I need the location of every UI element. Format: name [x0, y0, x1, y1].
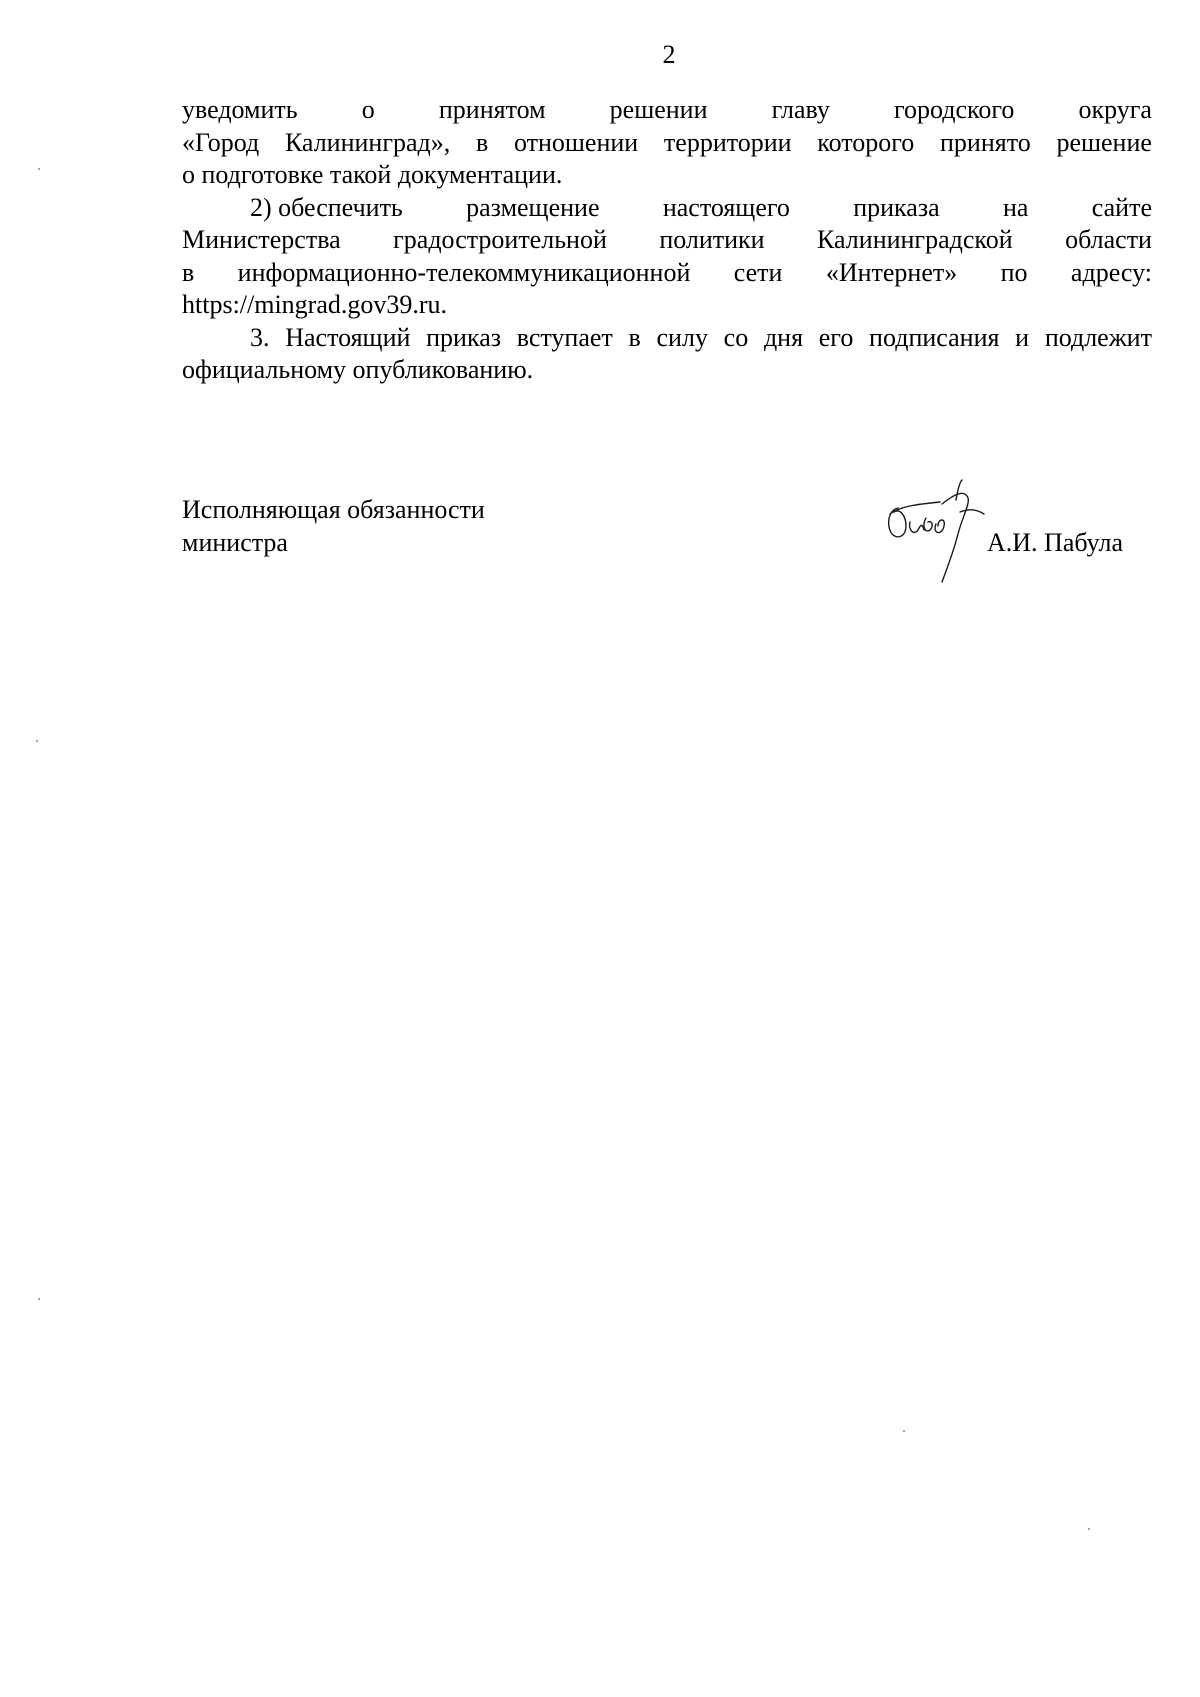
word: главу: [771, 95, 830, 124]
word: Министерства: [182, 225, 341, 254]
signatory-position: [182, 494, 485, 559]
word: уведомить: [182, 95, 298, 124]
handwritten-signature: [880, 478, 1000, 588]
word: «Город: [182, 127, 260, 157]
scan-speck: [1088, 1528, 1090, 1530]
scan-speck: [38, 1298, 40, 1300]
text-line: [182, 127, 1152, 160]
text-line: [182, 192, 1152, 225]
text-line: [182, 257, 1152, 290]
word: территории: [663, 127, 792, 157]
text-line: [182, 322, 1152, 355]
word: 3.: [250, 322, 270, 352]
word: сети: [733, 257, 783, 287]
scan-speck: [903, 1430, 905, 1432]
word: о: [361, 95, 375, 124]
word: дня: [763, 322, 804, 352]
word: информационно-телекоммуникационной: [237, 257, 691, 287]
word: по: [1000, 257, 1028, 287]
word: приказа: [853, 192, 940, 222]
word: 2) обеспечить: [250, 192, 403, 222]
word: его: [818, 322, 854, 352]
text-line: [182, 224, 1152, 257]
word: сайте: [1091, 192, 1152, 222]
word: Калининград»,: [284, 127, 451, 157]
text-line: о подготовке такой документации.: [182, 160, 563, 189]
word: области: [1065, 225, 1152, 254]
word: приказ: [426, 322, 502, 352]
word: в: [628, 322, 641, 352]
word: округа: [1078, 95, 1152, 124]
word: принятом: [438, 95, 546, 124]
word: со: [723, 322, 749, 352]
word: «Интернет»: [825, 257, 958, 287]
website-url: https://mingrad.gov39.ru.: [182, 290, 448, 319]
paragraph-2: [182, 192, 1152, 322]
word: которого: [817, 127, 915, 157]
page-number: 2: [662, 40, 676, 69]
word: решение: [1056, 127, 1152, 157]
word: в: [182, 257, 195, 287]
paragraph-3: [182, 322, 1152, 387]
text-line: официальному опубликованию.: [182, 355, 534, 384]
word: принято: [940, 127, 1031, 157]
word: размещение: [466, 192, 600, 222]
word: отношении: [513, 127, 639, 157]
word: Настоящий: [285, 322, 411, 352]
word: подлежит: [1044, 322, 1152, 352]
word: и: [1015, 322, 1030, 352]
text-line: [182, 94, 1152, 127]
word: адресу:: [1070, 257, 1152, 287]
scan-speck: [38, 168, 40, 170]
signatory-name: А.И. Пабула: [987, 528, 1123, 557]
word: силу: [656, 322, 708, 352]
word: подписания: [869, 322, 1000, 352]
position-line-1: Исполняющая обязанности: [182, 495, 485, 524]
word: в: [475, 127, 489, 157]
word: решении: [609, 95, 708, 124]
position-line-2: министра: [182, 527, 288, 557]
word: вступает: [516, 322, 613, 352]
word: городского: [893, 95, 1015, 124]
document-body: [182, 94, 1152, 387]
word: политики: [659, 225, 765, 254]
word: настоящего: [662, 192, 790, 222]
word: Калининградской: [817, 225, 1013, 254]
word: градостроительной: [393, 225, 607, 254]
scan-speck: [36, 740, 38, 742]
paragraph-1: [182, 94, 1152, 192]
word: на: [1002, 192, 1029, 222]
